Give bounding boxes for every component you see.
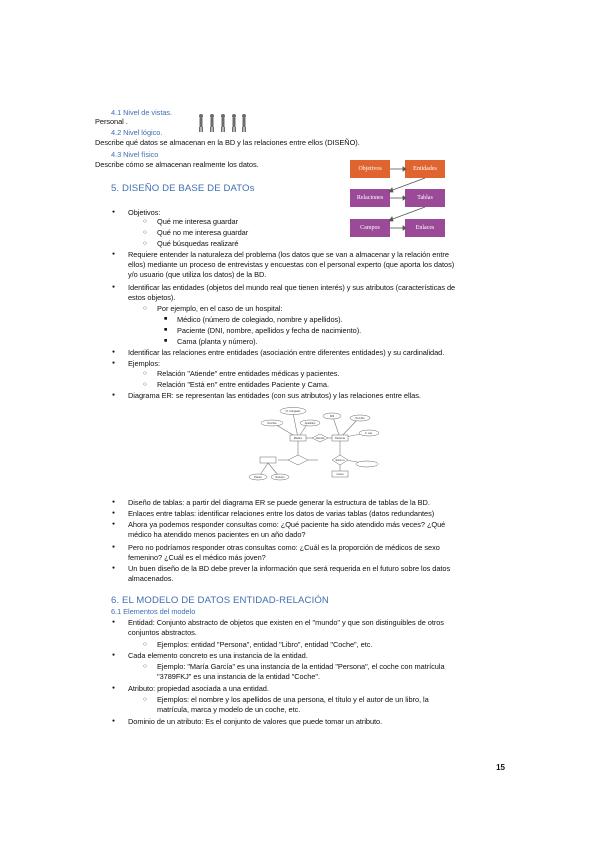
bullet-diseno-tablas: ● Diseño de tablas: a partir del diagrama ER se puede generar la estructura de tablas de la BD. — [128, 498, 430, 507]
subsection-elementos: 6.1 Elementos del modelo — [111, 607, 196, 616]
er-attr-numero: Número — [275, 476, 285, 479]
sub-atributo-ejemplos-line2: matrícula, marca y modelo de un coche, etc. — [157, 705, 301, 714]
bullet-consultas: ● Ahora ya podemos responder consultas como: ¿Qué paciente ha sido atendido más veces? ¿Qué — [128, 520, 445, 529]
er-entity-cama: Cama — [336, 473, 344, 476]
er-entity-paciente: Paciente — [334, 437, 346, 441]
bullet-identificar-entidades: ● Identificar las entidades (objetos del mundo real que tienen interés) y sus atributos (características de — [128, 283, 455, 292]
sub-instancia-ejemplo: ○ Ejemplo: "María García" es una instancia de la entidad "Persona", el coche con matrícula — [157, 662, 445, 671]
box-tablas: Tablas — [405, 189, 445, 207]
bullet-pero: ● Pero no podríamos responder otras consultas como: ¿Cuál es la proporción de médicos de sexo — [128, 543, 440, 552]
bullet-buen-diseno: ● Un buen diseño de la BD debe prever la información que será requerida en el futuro sobre los datos — [128, 564, 450, 573]
sub-hospital: ○ Por ejemplo, en el caso de un hospital: — [157, 304, 282, 313]
sub-instancia-ejemplo-line2: "3789FKJ" es una instancia de la entidad "Coche". — [157, 672, 320, 681]
sub-ejemplo-atiende: ○ Relación "Atiende" entre entidades médicas y pacientes. — [157, 369, 339, 378]
design-flow-diagram — [340, 155, 470, 243]
bullet-consultas-line2: médico ha atendido menos pacientes en un año dado? — [128, 530, 306, 539]
box-objetivos: Objetivos — [350, 160, 390, 178]
page-number: 15 — [496, 763, 505, 772]
sub-objetivo-3: ○ Qué búsquedas realizaré — [157, 239, 238, 248]
text-nivel-vistas: Personal . — [95, 117, 128, 126]
sub-objetivo-2: ○ Qué no me interesa guardar — [157, 228, 248, 237]
item-paciente: ■ Paciente (DNI, nombre, apellidos y fecha de nacimiento). — [177, 326, 361, 335]
item-cama: ■ Cama (planta y número). — [177, 337, 258, 346]
er-attr-nombre-medico: Nombre — [267, 422, 277, 425]
er-relation-esta-en: Está en — [335, 459, 345, 462]
sub-entidad-ejemplos: ○ Ejemplos: entidad "Persona", entidad "Libro", entidad "Coche", etc. — [157, 640, 372, 649]
bullet-identificar-relaciones: ● Identificar las relaciones entre entidades (asociación entre diferentes entidades) y su cardinalidad. — [128, 348, 444, 357]
bullet-pero-line2: femenino? ¿Cuál es el médico más joven? — [128, 553, 266, 562]
bullet-requiere-line3: y/o usuario (que utiliza los datos) de la BD. — [128, 270, 267, 279]
box-relaciones: Relaciones — [350, 189, 390, 207]
item-medico: ■ Médico (número de colegiado, nombre y apellidos). — [177, 315, 343, 324]
bullet-entidad-line2: conjuntos abstractos. — [128, 628, 197, 637]
bullet-requiere-line2: ellos) mediante un proceso de entrevistas y encuestas con el personal experto (que aporta los datos) — [128, 260, 455, 269]
section-title-modelo: 6. EL MODELO DE DATOS ENTIDAD-RELACIÓN — [111, 595, 329, 606]
er-entity-medico: Médico — [293, 437, 303, 441]
box-entidades: Entidades — [405, 160, 445, 178]
heading-nivel-fisico: 4.3 Nivel físico — [111, 150, 159, 159]
er-attr-apellidos: Apellidos — [304, 422, 316, 425]
bullet-objetivos: ● Objetivos: — [128, 208, 160, 217]
box-enlaces: Enlaces — [405, 219, 445, 237]
bullet-instancia: ● Cada elemento concreto es una instancia de la entidad. — [128, 651, 308, 660]
heading-nivel-logico: 4.2 Nivel lógico. — [111, 128, 163, 137]
er-attr-dni: DNI — [329, 415, 335, 418]
box-campos: Campos — [350, 219, 390, 237]
section-title-diseno: 5. DISEÑO DE BASE DE DATOs — [111, 183, 255, 194]
er-attr-fecha-nac: F. nac. — [365, 432, 373, 435]
bullet-requiere: ● Requiere entender la naturaleza del problema (los datos que se van a almacenar y la relación entre — [128, 250, 449, 259]
sub-objetivo-1: ○ Qué me interesa guardar — [157, 217, 238, 226]
er-diagram — [248, 405, 384, 487]
bullet-dominio: ● Dominio de un atributo: Es el conjunto de valores que puede tomar un atributo. — [128, 717, 382, 726]
bullet-buen-diseno-line2: almacenados. — [128, 574, 174, 583]
er-relation-atiende: Atiende — [315, 437, 325, 440]
heading-nivel-vistas: 4.1 Nivel de vistas. — [111, 108, 173, 117]
bullet-entidad: ● Entidad: Conjunto abstracto de objetos que existen en el "mundo" y que son distinguibles de otros — [128, 618, 444, 627]
er-attr-nombre-paciente: Nombre — [355, 417, 365, 420]
bullet-atributo: ● Atributo: propiedad asociada a una entidad. — [128, 684, 269, 693]
sub-atributo-ejemplos: ○ Ejemplos: el nombre y los apellidos de una persona, el título y el autor de un libro, la — [157, 695, 429, 704]
bullet-identificar-entidades-line2: estos objetos). — [128, 293, 176, 302]
text-nivel-logico: Describe qué datos se almacenan en la BD y las relaciones entre ellos (DISEÑO). — [95, 138, 360, 147]
sub-ejemplo-esta-en: ○ Relación "Está en" entre entidades Paciente y Cama. — [157, 380, 329, 389]
flow-arrows — [340, 155, 470, 243]
bullet-ejemplos: ● Ejemplos: — [128, 359, 160, 368]
bullet-diagrama-er: ● Diagrama ER: se representan las entidades (con sus atributos) y las relaciones entre ellas. — [128, 391, 421, 400]
bullet-enlaces-tablas: ● Enlaces entre tablas: identificar relaciones entre los datos de varias tablas (datos redundantes) — [128, 509, 434, 518]
er-attr-colegiado: Nº colegiado — [285, 410, 301, 413]
text-nivel-fisico: Describe cómo se almacenan realmente los datos. — [95, 160, 259, 169]
er-attr-planta: Planta — [254, 476, 262, 479]
people-illustration — [197, 113, 249, 133]
